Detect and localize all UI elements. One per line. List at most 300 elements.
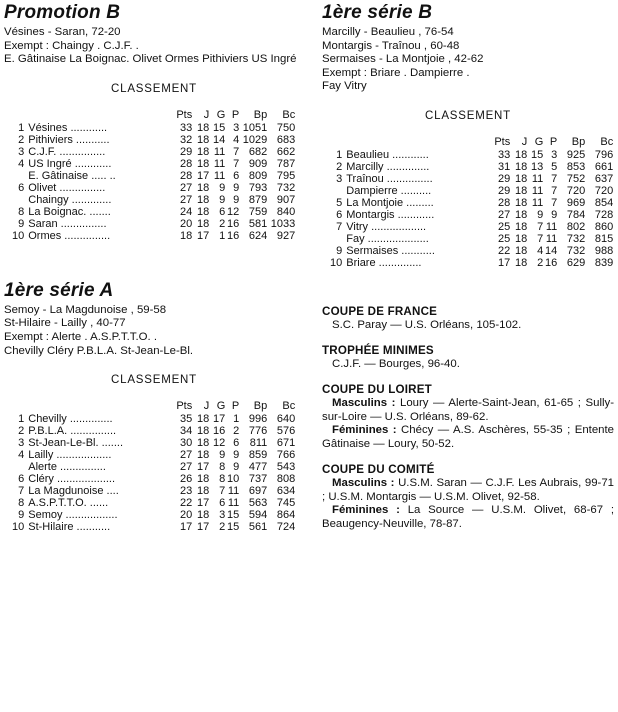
rank-cell: 6 — [18, 181, 25, 194]
pts-cell: 28 — [498, 196, 511, 209]
bp-cell: 969 — [566, 196, 586, 209]
j-cell: 18 — [197, 205, 210, 218]
j-cell: 18 — [515, 220, 528, 233]
bp-cell: 594 — [248, 509, 268, 522]
rank-cell: 1 — [18, 413, 25, 426]
rank-cell: 10 — [12, 521, 25, 534]
bc-cell: 543 — [276, 461, 296, 474]
rank-cell: 4 — [18, 157, 25, 170]
bc-cell: 728 — [594, 208, 614, 221]
bc-cell: 808 — [276, 473, 296, 486]
bp-cell: 853 — [566, 160, 586, 173]
p-cell: 7 — [551, 196, 558, 209]
feminines-text: Chécy — A.S. Aschères, 55-35 ; Entente Gâtinaise — Loury, 50-52. — [322, 424, 614, 450]
bp-cell: 737 — [248, 473, 268, 486]
bc-cell: 724 — [276, 521, 296, 534]
column-header-p: P — [231, 400, 240, 413]
pts-cell: 23 — [180, 485, 193, 498]
table-row — [12, 521, 295, 533]
j-cell: 18 — [197, 157, 210, 170]
bp-cell: 629 — [566, 256, 586, 269]
rank-cell — [12, 461, 28, 473]
feminines-text: La Source — U.S.M. Olivet, 68-67 ; Beaugency-Neuville, 78-87. — [322, 504, 614, 530]
column-header-bp: Bp — [253, 400, 268, 413]
g-cell: 9 — [537, 208, 544, 221]
pts-cell: 27 — [180, 193, 193, 206]
table-row — [330, 173, 613, 185]
bp-cell: 909 — [248, 157, 268, 170]
table-row — [330, 209, 613, 221]
g-cell: 11 — [213, 145, 226, 158]
pts-cell: 22 — [180, 497, 193, 510]
p-cell: 9 — [233, 449, 240, 462]
team-name-cell: Vitry .................. — [346, 220, 427, 233]
bc-cell: 840 — [276, 205, 296, 218]
team-name-cell: La Magdunoise .... — [28, 485, 119, 498]
premiere-serie-b-section — [322, 2, 614, 269]
table-row — [12, 122, 295, 134]
bc-cell: 860 — [594, 220, 614, 233]
g-cell: 11 — [213, 157, 226, 170]
rank-cell: 3 — [18, 437, 25, 450]
table-row — [330, 245, 613, 257]
rank-cell: 7 — [336, 220, 343, 233]
bc-cell: 854 — [594, 196, 614, 209]
j-cell: 18 — [197, 413, 210, 426]
bp-cell: 581 — [248, 217, 268, 230]
coupe-du-loiret — [322, 383, 614, 451]
table-row — [12, 461, 295, 473]
pts-cell: 33 — [498, 148, 511, 161]
column-header-pts: Pts — [176, 400, 193, 413]
g-cell: 16 — [213, 425, 226, 438]
j-cell: 18 — [515, 160, 528, 173]
j-cell: 18 — [515, 172, 528, 185]
team-name-cell: US Ingré ............ — [28, 157, 112, 170]
column-header-j: J — [203, 108, 210, 121]
coupe-title: COUPE DU LOIRET — [322, 383, 432, 397]
column-header-bp: Bp — [571, 135, 586, 148]
column-header-pts: Pts — [176, 108, 193, 121]
j-cell: 18 — [515, 148, 528, 161]
p-cell: 4 — [233, 133, 240, 146]
j-cell: 18 — [515, 256, 528, 269]
column-header-bp: Bp — [253, 108, 268, 121]
pts-cell: 27 — [180, 449, 193, 462]
table-row — [12, 485, 295, 497]
masculins-label: Masculins : — [332, 396, 396, 409]
p-cell: 2 — [233, 425, 240, 438]
table-row — [12, 437, 295, 449]
masculins-results — [322, 397, 614, 424]
g-cell: 11 — [531, 196, 544, 209]
premiere-serie-a-section — [4, 280, 304, 533]
j-cell: 18 — [197, 449, 210, 462]
rank-cell: 6 — [18, 473, 25, 486]
result-line: Marcilly - Beaulieu , 76-54 — [322, 26, 454, 38]
coupe-title: COUPE DE FRANCE — [322, 304, 438, 318]
pts-cell: 18 — [180, 229, 193, 242]
column-header-bc: Bc — [600, 135, 614, 148]
standings-table — [12, 400, 295, 533]
g-cell: 7 — [537, 220, 544, 233]
table-row — [12, 194, 295, 206]
bp-cell: 793 — [248, 181, 268, 194]
bc-cell: 815 — [594, 232, 614, 245]
pts-cell: 27 — [180, 461, 193, 474]
coupes-section — [322, 305, 614, 531]
bc-cell: 732 — [276, 181, 296, 194]
p-cell: 3 — [233, 121, 240, 134]
result-line: Sermaises - La Montjoie , 42-62 — [322, 53, 484, 66]
team-name-cell: Chevilly .............. — [28, 413, 113, 426]
pts-cell: 20 — [180, 509, 193, 522]
pts-cell: 34 — [180, 425, 193, 438]
team-name-cell: Dampierre .......... — [346, 184, 432, 197]
p-cell: 14 — [545, 244, 558, 257]
p-cell: 11 — [545, 232, 558, 245]
j-cell: 18 — [515, 244, 528, 257]
bp-cell: 859 — [248, 449, 268, 462]
header-spacer — [12, 109, 28, 122]
team-name-cell: Montargis ............ — [346, 208, 435, 221]
pts-cell: 26 — [180, 473, 193, 486]
rank-cell: 9 — [336, 244, 343, 257]
g-cell: 11 — [531, 184, 544, 197]
team-name-cell: Alerte ............... — [28, 461, 106, 474]
standings-table — [330, 136, 613, 269]
j-cell: 17 — [197, 497, 210, 510]
team-name-cell: La Boignac. ....... — [28, 205, 111, 218]
p-cell: 6 — [233, 437, 240, 450]
header-spacer — [12, 400, 28, 413]
p-cell: 9 — [551, 208, 558, 221]
bp-cell: 759 — [248, 205, 268, 218]
result-line: Fay Vitry — [322, 80, 367, 93]
p-cell: 10 — [227, 473, 240, 486]
section-title: 1ère série B — [322, 2, 433, 23]
bc-cell: 864 — [276, 509, 296, 522]
table-row — [330, 221, 613, 233]
header-spacer — [28, 109, 170, 122]
column-header-p: P — [549, 135, 558, 148]
g-cell: 7 — [219, 485, 226, 498]
column-header-pts: Pts — [494, 135, 511, 148]
pts-cell: 25 — [498, 232, 511, 245]
pts-cell: 28 — [180, 157, 193, 170]
j-cell: 18 — [515, 208, 528, 221]
pts-cell: 22 — [498, 244, 511, 257]
g-cell: 2 — [219, 217, 226, 230]
right-column — [322, 0, 614, 531]
bc-cell: 988 — [594, 244, 614, 257]
bc-cell: 796 — [594, 148, 614, 161]
bp-cell: 1051 — [242, 121, 268, 134]
rank-cell: 4 — [18, 449, 25, 462]
rank-cell: 1 — [18, 121, 25, 134]
g-cell: 9 — [219, 193, 226, 206]
p-cell: 9 — [233, 193, 240, 206]
table-row — [12, 218, 295, 230]
g-cell: 15 — [213, 121, 226, 134]
table-row — [330, 185, 613, 197]
feminines-label: Féminines : — [332, 504, 400, 517]
result-line: Vésines - Saran, 72-20 — [4, 26, 121, 38]
j-cell: 17 — [197, 461, 210, 474]
promotion-b-section — [4, 2, 304, 242]
results-list — [4, 304, 304, 358]
left-column — [4, 0, 304, 533]
bp-cell: 720 — [566, 184, 586, 197]
standings-table — [12, 109, 295, 242]
table-row — [12, 425, 295, 437]
p-cell: 7 — [551, 172, 558, 185]
j-cell: 18 — [197, 121, 210, 134]
rank-cell: 10 — [330, 256, 343, 269]
g-cell: 9 — [219, 181, 226, 194]
g-cell: 3 — [219, 509, 226, 522]
rank-cell: 6 — [336, 208, 343, 221]
g-cell: 1 — [219, 229, 226, 242]
results-list — [322, 26, 614, 94]
result-line: E. Gâtinaise La Boignac. Olivet Ormes Pithiviers US Ingré — [4, 53, 297, 66]
rank-cell: 2 — [18, 425, 25, 438]
rank-cell: 3 — [18, 145, 25, 158]
team-name-cell: Pithiviers ........... — [28, 133, 110, 146]
g-cell: 17 — [213, 413, 226, 426]
classement-heading: CLASSEMENT — [425, 109, 511, 122]
pts-cell: 29 — [498, 184, 511, 197]
g-cell: 11 — [531, 172, 544, 185]
p-cell: 1 — [233, 413, 240, 426]
feminines-results — [322, 424, 614, 451]
team-name-cell: Fay .................... — [346, 232, 429, 245]
masculins-text: Loury — Alerte-Saint-Jean, 61-65 ; Sully-sur-Loire — U.S. Orléans, 89-62. — [322, 396, 615, 423]
section-title: 1ère série A — [4, 279, 114, 301]
p-cell: 15 — [227, 521, 240, 534]
column-header-g: G — [216, 400, 226, 413]
bp-cell: 477 — [248, 461, 268, 474]
bp-cell: 682 — [248, 145, 268, 158]
bp-cell: 561 — [248, 521, 268, 534]
team-name-cell: Ormes ............... — [28, 229, 111, 242]
result-line: Exempt : Chaingy . C.J.F. . — [4, 39, 139, 52]
j-cell: 17 — [197, 229, 210, 242]
team-name-cell: La Montjoie ......... — [346, 196, 434, 209]
bc-cell: 661 — [594, 160, 614, 173]
table-row — [12, 230, 295, 242]
bp-cell: 697 — [248, 485, 268, 498]
pts-cell: 25 — [498, 220, 511, 233]
bp-cell: 809 — [248, 169, 268, 182]
bp-cell: 732 — [566, 244, 586, 257]
coupe-title: COUPE DU COMITÉ — [322, 463, 435, 477]
column-header-g: G — [534, 135, 544, 148]
result-line: Chevilly Cléry P.B.L.A. St-Jean-Le-Bl. — [4, 344, 194, 357]
j-cell: 18 — [197, 145, 210, 158]
j-cell: 18 — [197, 133, 210, 146]
bc-cell: 927 — [276, 229, 296, 242]
team-name-cell: Marcilly .............. — [346, 160, 430, 173]
p-cell: 5 — [551, 160, 558, 173]
g-cell: 7 — [537, 232, 544, 245]
g-cell: 12 — [213, 437, 226, 450]
coupe-de-france — [322, 305, 614, 332]
masculins-label: Masculins : — [332, 476, 395, 489]
p-cell: 3 — [551, 148, 558, 161]
bp-cell: 784 — [566, 208, 586, 221]
pts-cell: 28 — [180, 169, 193, 182]
table-row — [330, 257, 613, 269]
g-cell: 6 — [219, 205, 226, 218]
g-cell: 8 — [219, 473, 226, 486]
bc-cell: 637 — [594, 172, 614, 185]
bp-cell: 624 — [248, 229, 268, 242]
pts-cell: 29 — [180, 145, 193, 158]
j-cell: 18 — [515, 196, 528, 209]
bc-cell: 671 — [276, 437, 296, 450]
pts-cell: 24 — [180, 205, 193, 218]
g-cell: 9 — [219, 449, 226, 462]
column-header-j: J — [521, 135, 528, 148]
section-title: Promotion B — [4, 2, 121, 23]
masculins-results — [322, 477, 614, 504]
team-name-cell: P.B.L.A. ............... — [28, 425, 117, 438]
column-header-p: P — [231, 108, 240, 121]
team-name-cell: A.S.P.T.T.O. ...... — [28, 497, 109, 510]
g-cell: 6 — [219, 497, 226, 510]
table-row — [330, 233, 613, 245]
team-name-cell: Vésines ............ — [28, 121, 108, 134]
bc-cell: 745 — [276, 497, 296, 510]
p-cell: 9 — [233, 181, 240, 194]
coupe-result: C.J.F. — Bourges, 96-40. — [332, 357, 460, 370]
rank-cell — [12, 170, 28, 182]
pts-cell: 20 — [180, 217, 193, 230]
j-cell: 18 — [197, 509, 210, 522]
bp-cell: 563 — [248, 497, 268, 510]
bc-cell: 787 — [276, 157, 296, 170]
rank-cell: 3 — [336, 172, 343, 185]
g-cell: 8 — [219, 461, 226, 474]
j-cell: 17 — [197, 169, 210, 182]
p-cell: 7 — [233, 145, 240, 158]
pts-cell: 17 — [498, 256, 511, 269]
g-cell: 2 — [537, 256, 544, 269]
p-cell: 16 — [545, 256, 558, 269]
table-row — [12, 413, 295, 425]
bc-cell: 640 — [276, 413, 296, 426]
j-cell: 18 — [197, 181, 210, 194]
trophee-minimes — [322, 344, 614, 371]
rank-cell: 10 — [12, 229, 25, 242]
rank-cell: 8 — [18, 205, 25, 218]
j-cell: 17 — [197, 521, 210, 534]
bp-cell: 732 — [566, 232, 586, 245]
p-cell: 11 — [545, 220, 558, 233]
feminines-label: Féminines : — [332, 424, 397, 437]
p-cell: 16 — [227, 229, 240, 242]
pts-cell: 30 — [180, 437, 193, 450]
pts-cell: 29 — [498, 172, 511, 185]
pts-cell: 32 — [180, 133, 193, 146]
coupe-result: S.C. Paray — U.S. Orléans, 105-102. — [332, 318, 522, 331]
team-name-cell: Olivet ............... — [28, 181, 106, 194]
pts-cell: 27 — [180, 181, 193, 194]
team-name-cell: Lailly .................. — [28, 449, 112, 462]
bc-cell: 634 — [276, 485, 296, 498]
p-cell: 9 — [233, 461, 240, 474]
j-cell: 18 — [197, 473, 210, 486]
team-name-cell: Cléry ................... — [28, 473, 116, 486]
rank-cell: 2 — [336, 160, 343, 173]
pts-cell: 17 — [180, 521, 193, 534]
result-line: Montargis - Traînou , 60-48 — [322, 39, 460, 52]
rank-cell — [330, 233, 346, 245]
j-cell: 18 — [197, 193, 210, 206]
rank-cell — [12, 194, 28, 206]
bc-cell: 576 — [276, 425, 296, 438]
column-header-j: J — [203, 400, 210, 413]
p-cell: 12 — [227, 205, 240, 218]
j-cell: 18 — [197, 217, 210, 230]
g-cell: 4 — [537, 244, 544, 257]
p-cell: 11 — [227, 485, 240, 498]
bp-cell: 811 — [249, 437, 268, 450]
bp-cell: 925 — [566, 148, 586, 161]
standings-header — [12, 109, 295, 122]
bc-cell: 750 — [276, 121, 296, 134]
team-name-cell: Sermaises ........... — [346, 244, 435, 257]
bp-cell: 776 — [248, 425, 268, 438]
j-cell: 18 — [197, 425, 210, 438]
table-row — [330, 197, 613, 209]
team-name-cell: Semoy ................. — [28, 509, 118, 522]
table-row — [12, 146, 295, 158]
g-cell: 15 — [531, 148, 544, 161]
standings-header — [330, 136, 613, 149]
p-cell: 7 — [233, 157, 240, 170]
team-name-cell: Saran ............... — [28, 217, 107, 230]
rank-cell: 2 — [18, 133, 25, 146]
table-row — [12, 182, 295, 194]
table-row — [12, 473, 295, 485]
bp-cell: 1029 — [242, 133, 268, 146]
p-cell: 7 — [551, 184, 558, 197]
table-row — [12, 134, 295, 146]
pts-cell: 31 — [498, 160, 511, 173]
column-header-bc: Bc — [282, 108, 296, 121]
results-list — [4, 26, 304, 67]
bp-cell: 802 — [566, 220, 586, 233]
j-cell: 18 — [515, 232, 528, 245]
table-row — [12, 509, 295, 521]
bc-cell: 766 — [276, 449, 296, 462]
p-cell: 11 — [227, 497, 240, 510]
column-header-bc: Bc — [282, 400, 296, 413]
team-name-cell: Beaulieu ............ — [346, 148, 429, 161]
rank-cell: 1 — [336, 148, 343, 161]
pts-cell: 27 — [498, 208, 511, 221]
team-name-cell: E. Gâtinaise ..... .. — [28, 169, 116, 182]
result-line: St-Hilaire - Lailly , 40-77 — [4, 317, 126, 330]
table-row — [12, 158, 295, 170]
g-cell: 13 — [531, 160, 544, 173]
team-name-cell: St-Jean-Le-Bl. ....... — [28, 437, 124, 450]
rank-cell: 8 — [18, 497, 25, 510]
table-row — [12, 497, 295, 509]
rank-cell: 7 — [18, 485, 25, 498]
